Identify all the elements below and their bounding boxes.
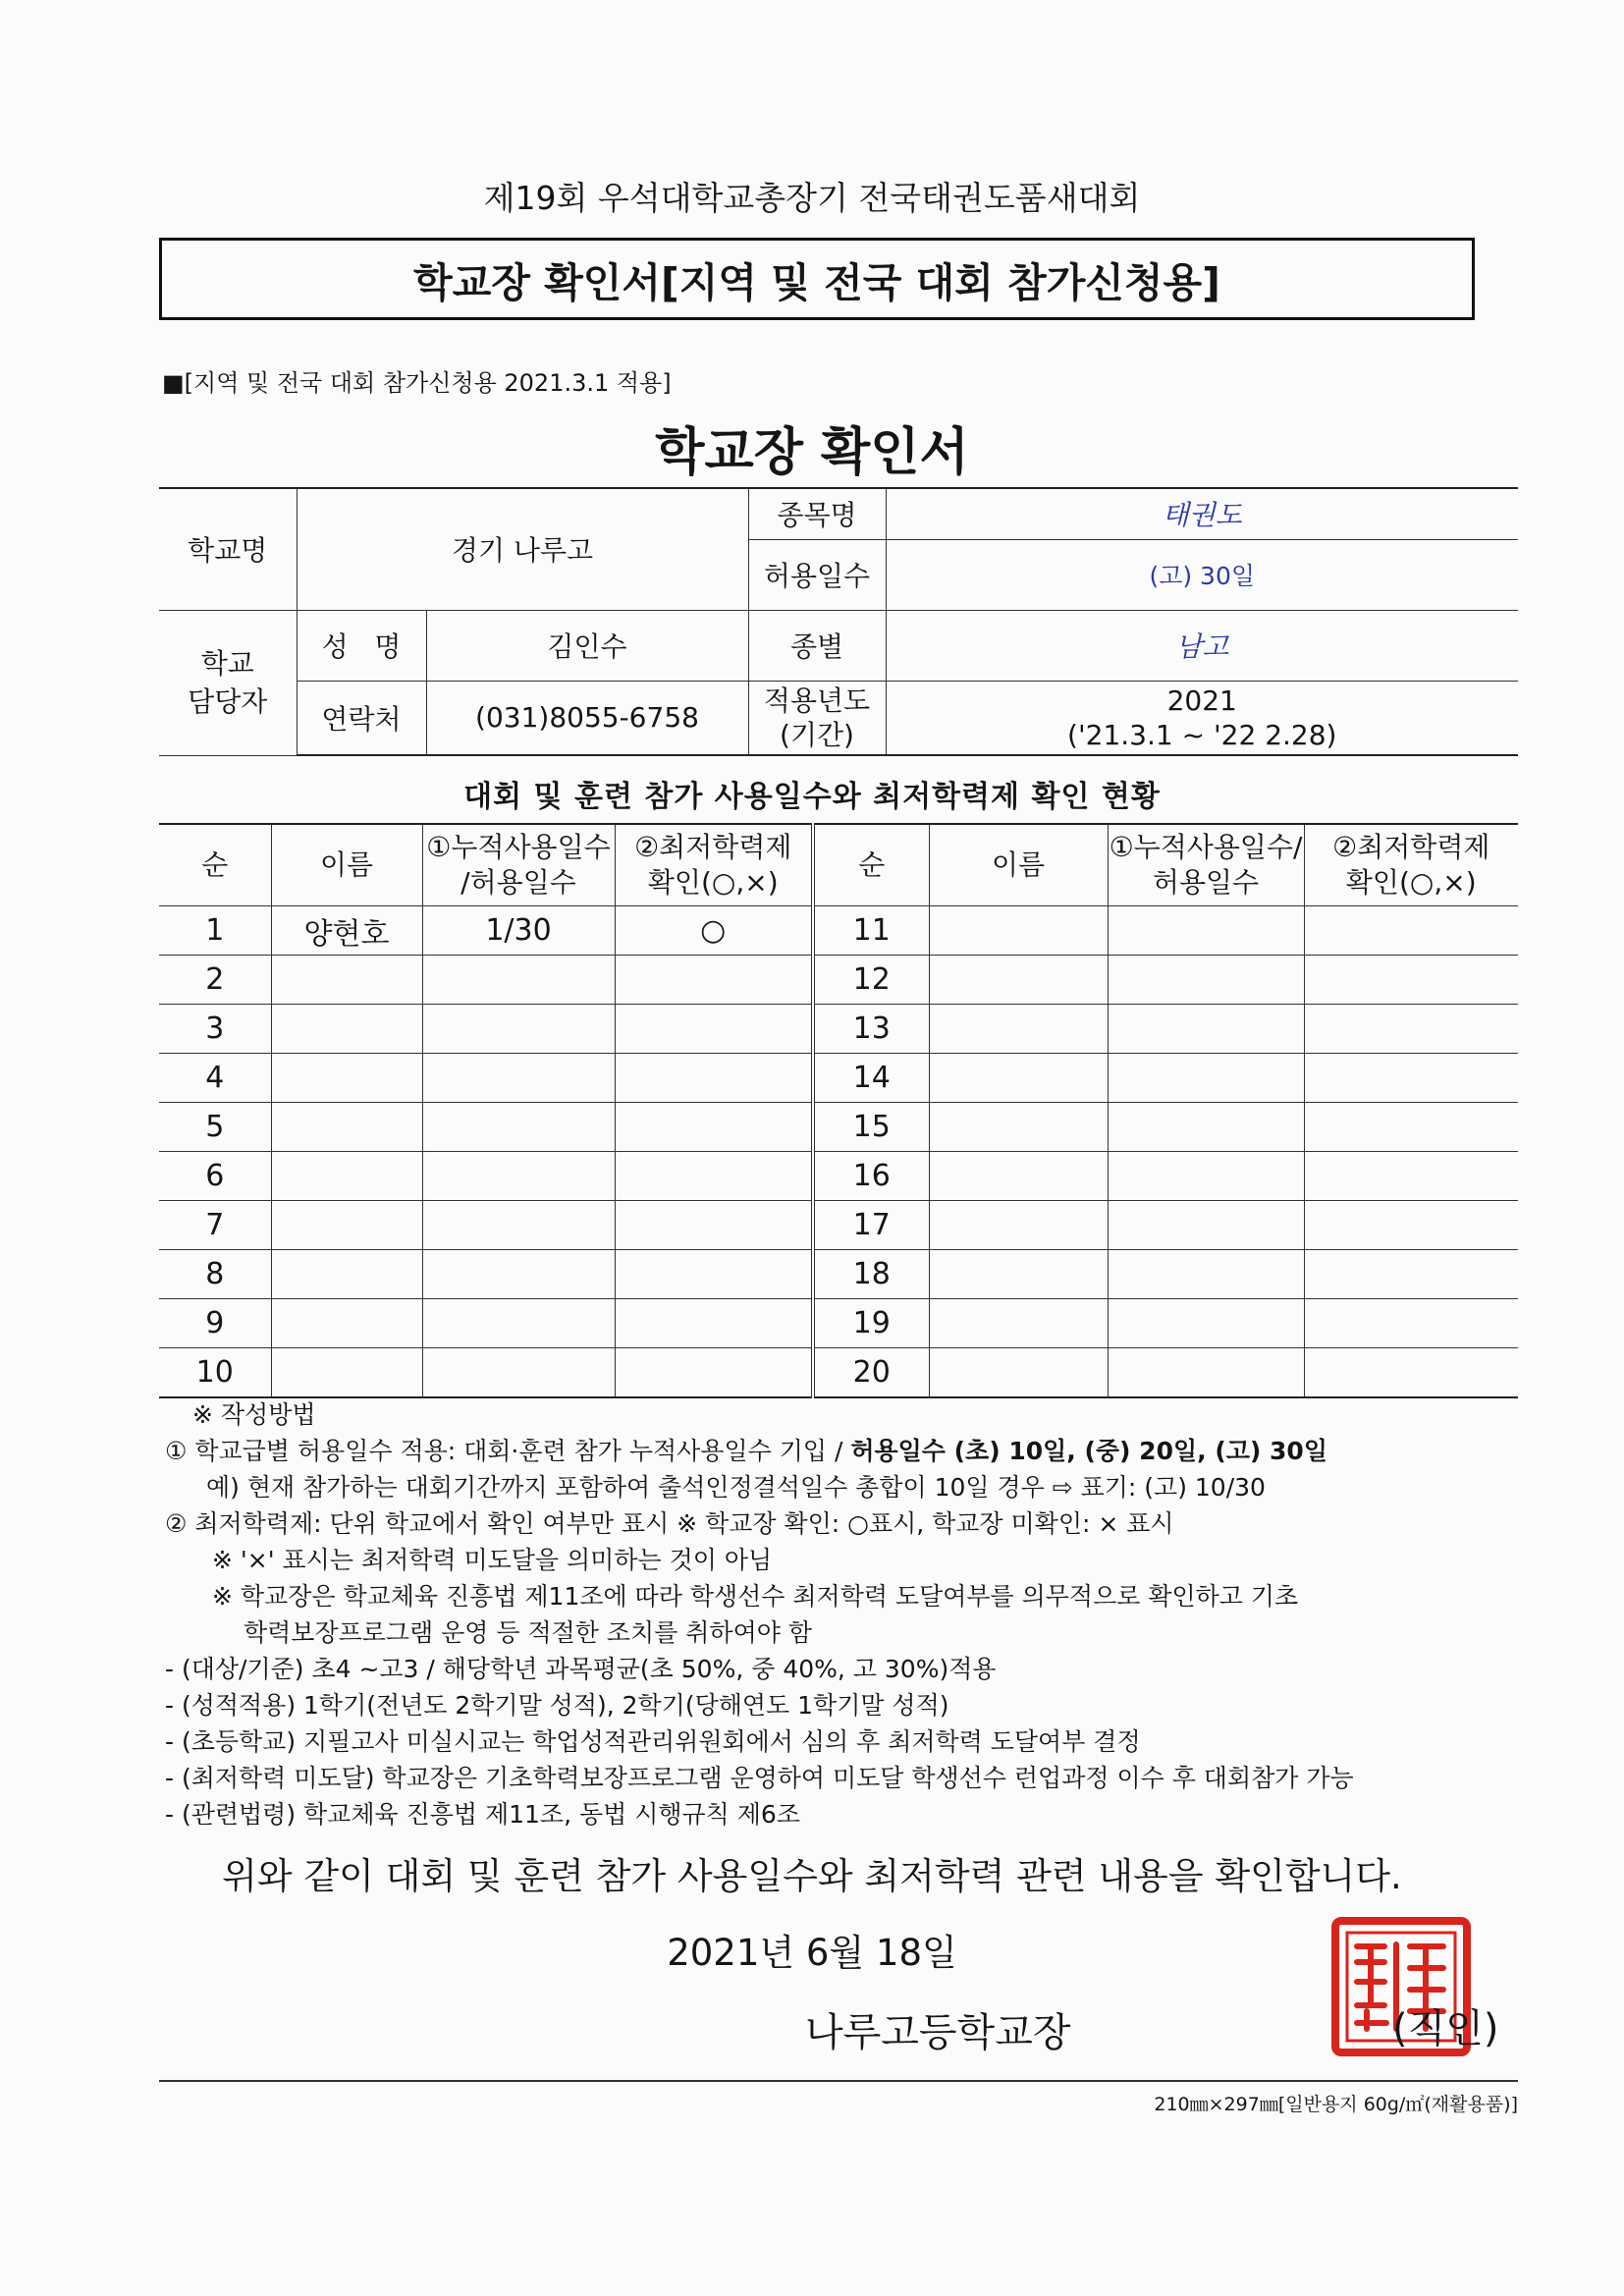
date: 2021년 6월 18일 [667,1932,957,1974]
header-no-right: 순 [813,824,929,906]
student-days: 1/30 [422,906,615,956]
header-days-right-line-2: 허용일수 [1152,866,1260,899]
student-days-right [1108,906,1304,956]
row-no-right: 13 [813,1005,929,1054]
student-check [615,1005,813,1054]
student-name-right [929,1005,1108,1054]
row-no: 9 [159,1299,271,1348]
period-label [748,681,886,755]
header-days-left [422,824,615,906]
header-name-left: 이름 [271,824,422,906]
instruction-item-1-example: 예) 현재 참가하는 대회기간까지 포함하여 출석인정결석일수 총합이 10일 경우 ⇨ 표기: (고) 10/30 [206,1473,1266,1502]
student-check-right [1304,1005,1518,1054]
student-check-right [1304,1054,1518,1103]
student-days-right [1108,1250,1304,1299]
school-name-label: 학교명 [159,488,297,610]
instruction-item-2: ② 최저학력제: 단위 학교에서 확인 여부만 표시 ※ 학교장 확인: ○표시, 학교장 미확인: × 표시 [165,1509,1174,1538]
student-name-right [929,1299,1108,1348]
student-name [271,956,422,1005]
student-check-right [1304,906,1518,956]
row-no-right: 17 [813,1201,929,1250]
status-heading: 대회 및 훈련 참가 사용일수와 최저학력제 확인 현황 [463,780,1161,814]
student-days [422,1152,615,1201]
table-row [159,1152,1518,1201]
header-check-right-line-1: ②최저학력제 [1332,830,1490,863]
document-title-box [159,238,1475,320]
row-no-right: 19 [813,1299,929,1348]
student-days [422,1054,615,1103]
student-days-right [1108,1299,1304,1348]
row-no-right: 18 [813,1250,929,1299]
student-name-right [929,906,1108,956]
student-days-right [1108,1201,1304,1250]
header-name-right: 이름 [929,824,1108,906]
row-no: 8 [159,1250,271,1299]
instruction-detail-5: - (관련법령) 학교체육 진흥법 제11조, 동법 시행규칙 제6조 [165,1800,800,1829]
instruction-detail-1: - (대상/기준) 초4 ~고3 / 해당학년 과목평균(초 50%, 중 40%, 고 30%)적용 [165,1655,997,1683]
student-check-right [1304,1250,1518,1299]
student-days [422,1250,615,1299]
name-label: 성 명 [297,610,426,681]
table-row [159,1299,1518,1348]
row-no: 7 [159,1201,271,1250]
student-days-right [1108,1054,1304,1103]
table-row [159,1201,1518,1250]
student-days-right [1108,956,1304,1005]
header-days-left-line-1: ①누적사용일수 [426,830,611,863]
manager-label-line-2: 담당자 [188,685,268,718]
header-no-left: 순 [159,824,271,906]
school-info-table [159,487,1518,756]
allowed-days-label: 허용일수 [748,539,886,610]
student-check [615,1103,813,1152]
students-table [159,823,1518,1398]
instruction-item-1-text: ① 학교급별 허용일수 적용: 대회·훈련 참가 누적사용일수 기입 / [165,1437,851,1465]
student-name [271,1152,422,1201]
row-no: 1 [159,906,271,956]
document-title-box-text: 학교장 확인서[지역 및 전국 대회 참가신청용] [413,258,1220,306]
doc-title: 학교장 확인서 [655,423,969,482]
period-value-year: 2021 [1166,683,1237,717]
student-name-right [929,1250,1108,1299]
student-days [422,1201,615,1250]
student-check-right [1304,1152,1518,1201]
row-no: 6 [159,1152,271,1201]
table-row [159,1103,1518,1152]
row-no-right: 12 [813,956,929,1005]
student-check-right [1304,1103,1518,1152]
instructions [165,1396,1520,1832]
student-check-right [1304,1201,1518,1250]
period-label-line-2: (기간) [780,718,854,751]
header-check-right [1304,824,1518,906]
student-days-right [1108,1348,1304,1398]
student-check-right [1304,956,1518,1005]
table-row [159,1348,1518,1398]
student-check [615,1201,813,1250]
table-row [159,1005,1518,1054]
student-name: 양현호 [271,906,422,956]
instruction-note-1: ※ '×' 표시는 최저학력 미도달을 의미하는 것이 아님 [212,1546,773,1574]
sport-value: 태권도 [886,488,1518,539]
student-name-right [929,1201,1108,1250]
period-label-line-1: 적용년도 [763,683,871,717]
contact-label: 연락처 [297,681,426,755]
table-row [159,906,1518,956]
instruction-detail-2: - (성적적용) 1학기(전년도 2학기말 성적), 2학기(당해연도 1학기말 성적) [165,1691,949,1720]
instruction-detail-4: - (최저학력 미도달) 학교장은 기초학력보장프로그램 운영하여 미도달 학생선수 런업과정 이수 후 대회참가 가능 [165,1764,1354,1792]
instruction-item-1 [165,1433,1520,1469]
students-header-row [159,824,1518,906]
student-days [422,1103,615,1152]
school-name-value: 경기 나루고 [297,488,748,610]
student-check-right [1304,1348,1518,1398]
seal-label: (직인) [1392,2006,1499,2051]
student-name [271,1250,422,1299]
row-no-right: 14 [813,1054,929,1103]
student-name-right [929,1054,1108,1103]
student-check [615,1250,813,1299]
student-days-right [1108,1152,1304,1201]
footer-paper-spec: 210㎜×297㎜[일반용지 60g/㎡(재활용품)] [1154,2094,1518,2115]
student-days [422,1348,615,1398]
student-check [615,1054,813,1103]
row-no: 5 [159,1103,271,1152]
header-days-right-line-1: ①누적사용일수/ [1109,830,1303,863]
header-check-right-line-2: 확인(○,×) [1345,866,1477,899]
event-title: 제19회 우석대학교총장기 전국태권도품새대회 [483,179,1141,217]
contact-value: (031)8055-6758 [426,681,748,755]
header-check-left [615,824,813,906]
row-no-right: 16 [813,1152,929,1201]
table-row [159,956,1518,1005]
student-check: ○ [615,906,813,956]
student-name [271,1348,422,1398]
instruction-note-2-cont: 학력보장프로그램 운영 등 적절한 조치를 취하여야 함 [244,1618,812,1647]
category-value: 남고 [886,610,1518,681]
header-days-right [1108,824,1304,906]
student-name [271,1103,422,1152]
row-no-right: 20 [813,1348,929,1398]
row-no-right: 11 [813,906,929,956]
period-value [886,681,1518,755]
sport-label: 종목명 [748,488,886,539]
instruction-detail-3: - (초등학교) 지필고사 미실시교는 학업성적관리위원회에서 심의 후 최저학력 도달여부 결정 [165,1727,1141,1756]
student-name-right [929,1103,1108,1152]
confirm-statement: 위와 같이 대회 및 훈련 참가 사용일수와 최저학력 관련 내용을 확인합니다. [222,1855,1402,1897]
bottom-divider [159,2080,1518,2082]
student-days [422,956,615,1005]
student-check [615,1348,813,1398]
student-name [271,1201,422,1250]
row-no: 3 [159,1005,271,1054]
row-no: 10 [159,1348,271,1398]
header-check-left-line-1: ②최저학력제 [634,830,792,863]
name-value: 김인수 [426,610,748,681]
student-days [422,1005,615,1054]
student-name-right [929,1152,1108,1201]
period-value-range: ('21.3.1 ~ '22 2.28) [1067,718,1337,751]
student-name-right [929,1348,1108,1398]
student-days [422,1299,615,1348]
row-no: 4 [159,1054,271,1103]
sub-note: ■[지역 및 전국 대회 참가신청용 2021.3.1 적용] [162,369,672,397]
student-check [615,1152,813,1201]
row-no-right: 15 [813,1103,929,1152]
student-check [615,1299,813,1348]
student-name [271,1054,422,1103]
table-row [159,1054,1518,1103]
table-row [159,1250,1518,1299]
instruction-item-1-bold: 허용일수 (초) 10일, (중) 20일, (고) 30일 [850,1437,1327,1465]
row-no: 2 [159,956,271,1005]
student-name [271,1299,422,1348]
instructions-heading: ※ 작성방법 [192,1400,316,1429]
manager-label-line-1: 학교 [200,646,254,680]
header-days-left-line-2: /허용일수 [460,866,576,899]
manager-label [159,610,297,755]
instruction-note-2: ※ 학교장은 학교체육 진흥법 제11조에 따라 학생선수 최저학력 도달여부를 의무적으로 확인하고 기초 [212,1582,1299,1611]
student-check [615,956,813,1005]
allowed-days-value: (고) 30일 [886,539,1518,610]
student-check-right [1304,1299,1518,1348]
principal-name: 나루고등학교장 [805,2010,1071,2055]
student-name [271,1005,422,1054]
student-days-right [1108,1103,1304,1152]
header-check-left-line-2: 확인(○,×) [647,866,779,899]
student-name-right [929,956,1108,1005]
category-label: 종별 [748,610,886,681]
student-days-right [1108,1005,1304,1054]
